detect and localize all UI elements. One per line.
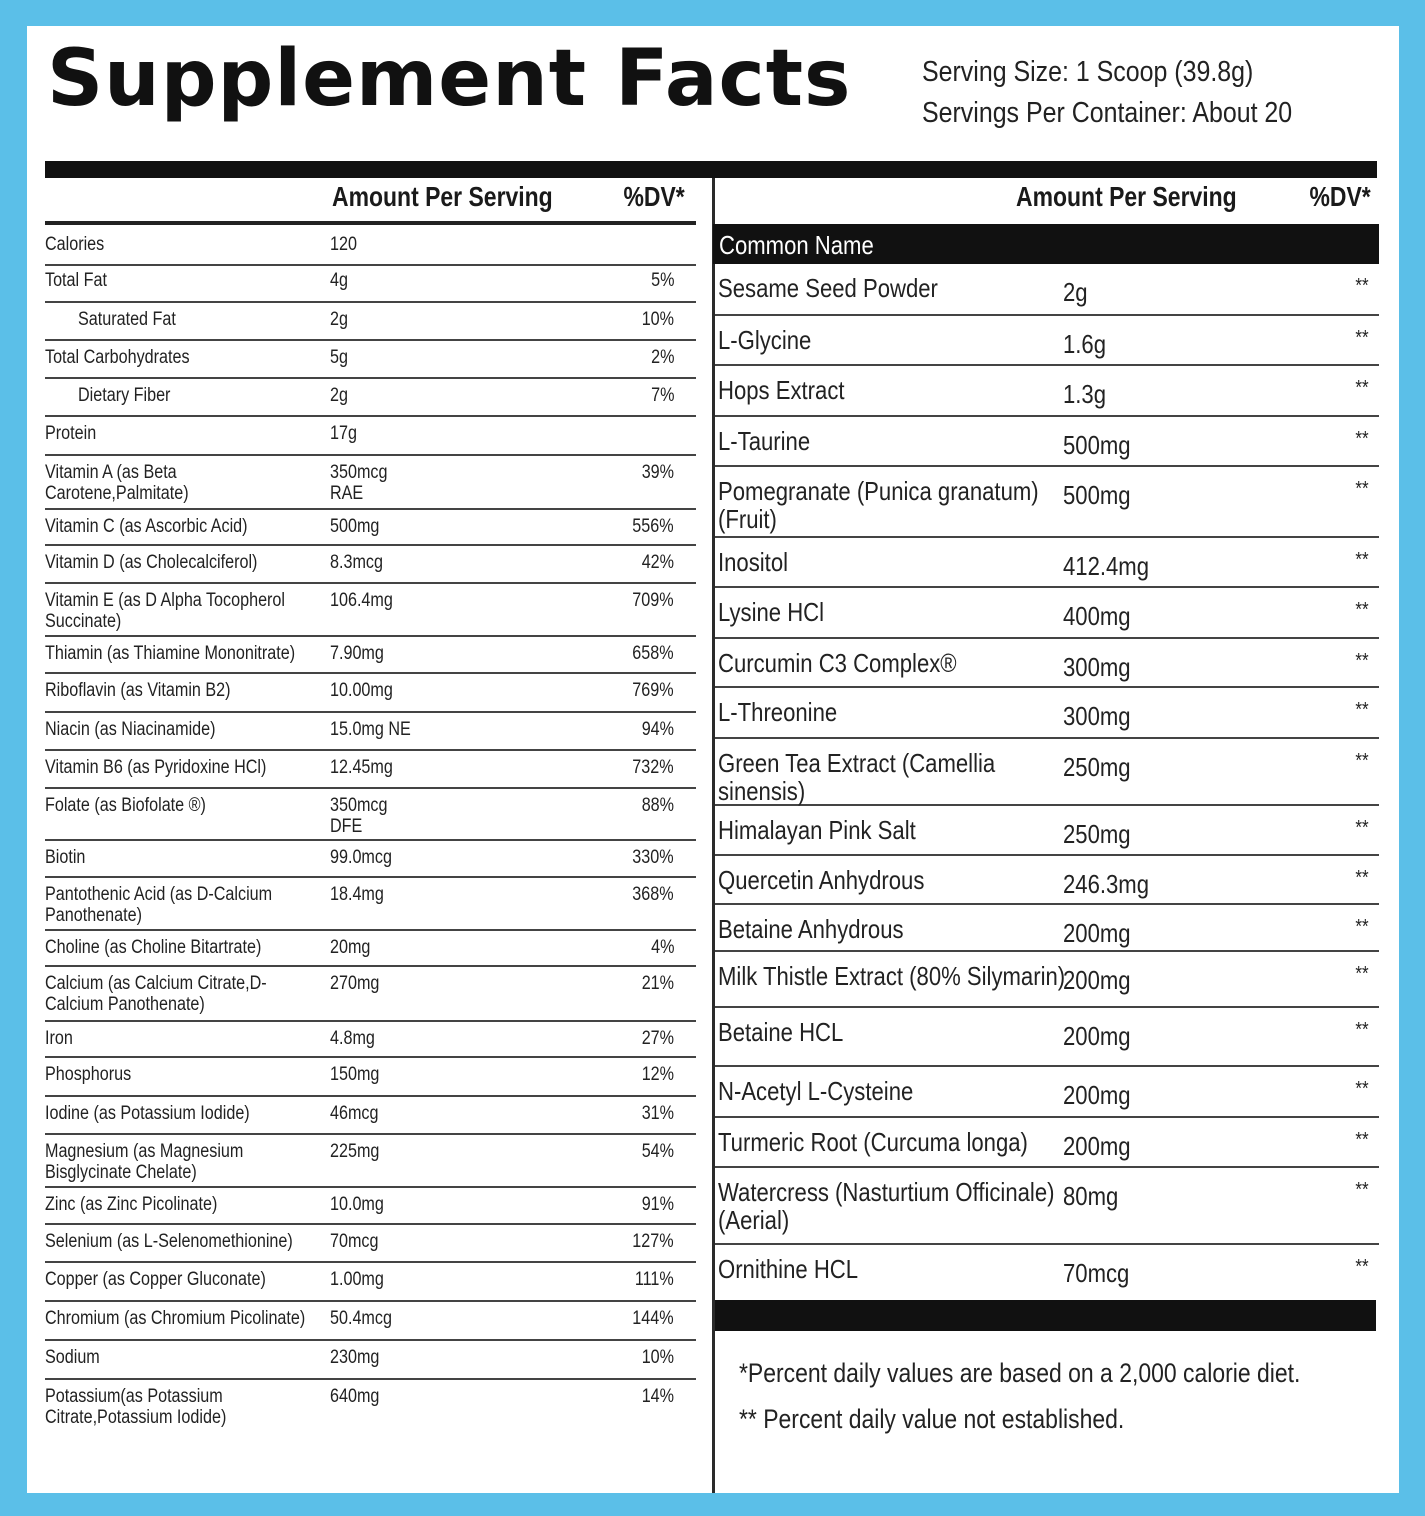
nutrient-name: Vitamin D (as Cholecalciferol)	[45, 552, 258, 573]
ingredient-amount: 200mg	[1063, 918, 1131, 948]
table-row	[45, 839, 696, 878]
nutrient-amount: 230mg	[330, 1347, 380, 1368]
common-name-label: Common Name	[719, 230, 874, 260]
nutrient-name: Calories	[45, 234, 105, 255]
nutrient-dv: 769%	[632, 680, 674, 701]
table-row	[45, 787, 696, 841]
nutrient-amount: 1.00mg	[330, 1269, 384, 1290]
table-row	[45, 635, 696, 674]
ingredient-dv: **	[1355, 599, 1369, 621]
table-row	[715, 856, 1379, 905]
ingredient-amount: 200mg	[1063, 1080, 1131, 1110]
nutrient-amount: 120	[330, 234, 357, 255]
nutrient-name: Total Fat	[45, 270, 107, 291]
table-row	[45, 415, 696, 456]
nutrient-dv: 127%	[632, 1231, 674, 1252]
nutrient-name: Folate (as Biofolate ®)	[45, 795, 206, 816]
table-row	[45, 1095, 696, 1135]
footnote-daily-values: *Percent daily values are based on a 2,000 calorie diet.	[739, 1358, 1301, 1388]
nutrient-dv: 556%	[632, 516, 674, 537]
ingredient-amount: 412.4mg	[1063, 551, 1150, 581]
table-row	[45, 711, 696, 751]
nutrient-amount: 350mcg DFE	[330, 795, 388, 837]
ingredient-name: N-Acetyl L-Cysteine	[718, 1076, 914, 1106]
servings-per-container: Servings Per Container: About 20	[922, 97, 1293, 129]
table-row	[45, 1186, 696, 1225]
table-row	[45, 1223, 696, 1263]
nutrient-amount: 106.4mg	[330, 590, 393, 611]
nutrient-amount: 350mcg RAE	[330, 462, 388, 504]
table-row	[715, 1118, 1379, 1168]
nutrient-amount: 7.90mg	[330, 643, 384, 664]
ingredient-amount: 1.6g	[1063, 329, 1107, 359]
table-row	[45, 544, 696, 584]
table-row	[45, 1339, 696, 1380]
table-row	[715, 905, 1379, 952]
nutrient-dv: 368%	[632, 884, 674, 905]
left-amount-header: Amount Per Serving	[332, 181, 553, 212]
ingredient-amount: 80mg	[1063, 1181, 1119, 1211]
nutrient-amount: 640mg	[330, 1386, 380, 1407]
nutrient-name: Selenium (as L-Selenomethionine)	[45, 1231, 293, 1252]
table-row	[45, 1133, 696, 1188]
nutrient-name: Vitamin B6 (as Pyridoxine HCl)	[45, 757, 267, 778]
table-row	[45, 965, 696, 1022]
nutrient-name: Choline (as Choline Bitartrate)	[45, 937, 262, 958]
ingredient-dv: **	[1355, 650, 1369, 672]
ingredient-name: Quercetin Anhydrous	[718, 865, 925, 895]
ingredient-dv: **	[1355, 1019, 1369, 1041]
ingredient-name: Hops Extract	[718, 375, 845, 405]
nutrient-name: Sodium	[45, 1347, 100, 1368]
ingredient-dv: **	[1355, 1129, 1369, 1151]
table-row	[715, 1245, 1379, 1300]
ingredient-amount: 500mg	[1063, 430, 1131, 460]
nutrient-dv: 10%	[641, 1347, 674, 1368]
ingredient-name: L-Taurine	[718, 426, 811, 456]
table-row	[715, 1008, 1379, 1067]
supplement-facts-panel	[27, 26, 1399, 1493]
ingredient-dv: **	[1355, 478, 1369, 500]
ingredient-dv: **	[1355, 275, 1369, 297]
ingredient-name: L-Glycine	[718, 325, 812, 355]
table-row	[45, 1056, 696, 1097]
nutrient-dv: 54%	[641, 1141, 674, 1162]
table-row	[45, 672, 696, 713]
nutrient-amount: 150mg	[330, 1064, 380, 1085]
ingredient-name: Himalayan Pink Salt	[718, 815, 916, 845]
nutrient-name: Iron	[45, 1028, 73, 1049]
table-row	[715, 588, 1379, 639]
nutrient-amount: 70mcg	[330, 1231, 379, 1252]
ingredient-name: Curcumin C3 Complex®	[718, 648, 957, 678]
common-name-header	[713, 224, 1379, 264]
nutrient-dv: 10%	[641, 309, 674, 330]
nutrient-dv: 88%	[641, 795, 674, 816]
left-dv-header: %DV*	[623, 181, 685, 212]
nutrient-name: Vitamin C (as Ascorbic Acid)	[45, 516, 248, 537]
ingredient-amount: 200mg	[1063, 1131, 1131, 1161]
nutrient-dv: 4%	[650, 937, 674, 958]
ingredient-dv: **	[1355, 1256, 1369, 1278]
nutrient-amount: 4g	[330, 270, 348, 291]
right-amount-header: Amount Per Serving	[1016, 181, 1237, 212]
nutrient-amount: 500mg	[330, 516, 380, 537]
ingredient-dv: **	[1355, 867, 1369, 889]
nutrient-dv: 2%	[650, 347, 674, 368]
table-row	[715, 952, 1379, 1008]
ingredient-name: Green Tea Extract (Camellia sinensis)	[718, 748, 996, 806]
table-row	[715, 639, 1379, 688]
ingredient-amount: 300mg	[1063, 701, 1131, 731]
table-row	[715, 417, 1379, 467]
table-row	[715, 467, 1379, 538]
nutrient-name: Pantothenic Acid (as D-Calcium Panothenate)	[45, 884, 273, 926]
ingredient-dv: **	[1355, 916, 1369, 938]
nutrient-name: Thiamin (as Thiamine Mononitrate)	[45, 643, 296, 664]
ingredient-amount: 2g	[1063, 277, 1088, 307]
nutrient-dv: 27%	[641, 1028, 674, 1049]
serving-info	[922, 52, 1292, 134]
table-row	[45, 1261, 696, 1302]
nutrient-amount: 225mg	[330, 1141, 380, 1162]
ingredient-name: Milk Thistle Extract (80% Silymarin)	[718, 961, 1066, 991]
nutrient-dv: 14%	[641, 1386, 674, 1407]
ingredient-name: Inositol	[718, 547, 789, 577]
ingredient-name: Betaine Anhydrous	[718, 914, 904, 944]
table-row	[45, 339, 696, 379]
nutrient-dv: 732%	[632, 757, 674, 778]
right-bottom-bar	[715, 1300, 1376, 1331]
nutrient-amount: 17g	[330, 423, 357, 444]
nutrient-dv: 94%	[641, 719, 674, 740]
table-row	[45, 1020, 696, 1058]
ingredient-amount: 250mg	[1063, 819, 1131, 849]
ingredient-amount: 400mg	[1063, 601, 1131, 631]
ingredient-dv: **	[1355, 817, 1369, 839]
ingredient-amount: 200mg	[1063, 965, 1131, 995]
table-row	[715, 688, 1379, 739]
table-row	[715, 1067, 1379, 1118]
ingredient-dv: **	[1355, 327, 1369, 349]
nutrient-amount: 10.00mg	[330, 680, 393, 701]
ingredient-amount: 246.3mg	[1063, 869, 1150, 899]
table-row	[45, 377, 696, 417]
nutrient-amount: 2g	[330, 309, 348, 330]
ingredient-amount: 70mcg	[1063, 1258, 1130, 1288]
right-dv-header: %DV*	[1309, 181, 1371, 212]
ingredient-name: Betaine HCL	[718, 1017, 844, 1047]
nutrient-amount: 46mcg	[330, 1103, 379, 1124]
nutrient-amount: 4.8mg	[330, 1028, 375, 1049]
table-row	[45, 876, 696, 931]
nutrient-amount: 12.45mg	[330, 757, 393, 778]
nutrient-amount: 270mg	[330, 973, 380, 994]
ingredient-name: Turmeric Root (Curcuma longa)	[718, 1127, 1028, 1157]
footnote-not-established: ** Percent daily value not established.	[739, 1404, 1125, 1434]
table-row	[45, 508, 696, 546]
nutrient-name: Niacin (as Niacinamide)	[45, 719, 216, 740]
table-row	[45, 454, 696, 510]
nutrient-dv: 42%	[641, 552, 674, 573]
table-row	[45, 582, 696, 637]
nutrient-name: Iodine (as Potassium Iodide)	[45, 1103, 250, 1124]
table-row	[715, 538, 1379, 588]
nutrient-amount: 15.0mg NE	[330, 719, 411, 740]
nutrient-dv: 111%	[635, 1269, 674, 1290]
nutrient-amount: 10.0mg	[330, 1194, 384, 1215]
table-row	[715, 264, 1379, 316]
table-row	[45, 262, 696, 303]
nutrient-amount: 18.4mg	[330, 884, 384, 905]
table-row	[45, 301, 696, 341]
ingredient-name: Pomegranate (Punica granatum) (Fruit)	[718, 476, 1039, 534]
nutrient-name: Potassium(as Potassium Citrate,Potassium Iodide)	[45, 1386, 227, 1428]
nutrient-name: Copper (as Copper Gluconate)	[45, 1269, 266, 1290]
ingredient-dv: **	[1355, 963, 1369, 985]
nutrient-amount: 8.3mcg	[330, 552, 383, 573]
ingredient-dv: **	[1355, 750, 1369, 772]
nutrient-amount: 20mg	[330, 937, 371, 958]
nutrient-amount: 2g	[330, 385, 348, 406]
nutrient-dv: 31%	[641, 1103, 674, 1124]
ingredient-dv: **	[1355, 1179, 1369, 1201]
ingredient-name: Ornithine HCL	[718, 1254, 859, 1284]
ingredient-amount: 250mg	[1063, 752, 1131, 782]
nutrient-dv: 12%	[641, 1064, 674, 1085]
table-row	[45, 1378, 696, 1434]
nutrient-dv: 330%	[632, 847, 674, 868]
nutrient-name: Magnesium (as Magnesium Bisglycinate Chelate)	[45, 1141, 244, 1183]
nutrient-amount: 99.0mcg	[330, 847, 392, 868]
ingredient-name: Sesame Seed Powder	[718, 273, 938, 303]
ingredient-name: L-Threonine	[718, 697, 838, 727]
nutrient-name: Vitamin A (as Beta Carotene,Palmitate)	[45, 462, 189, 504]
table-row	[45, 1300, 696, 1341]
table-row	[715, 739, 1379, 806]
ingredient-dv: **	[1355, 377, 1369, 399]
serving-size: Serving Size: 1 Scoop (39.8g)	[922, 56, 1254, 88]
ingredient-amount: 1.3g	[1063, 379, 1107, 409]
nutrient-dv: 39%	[641, 462, 674, 483]
nutrient-name: Chromium (as Chromium Picolinate)	[45, 1308, 306, 1329]
nutrient-dv: 144%	[632, 1308, 674, 1329]
ingredient-dv: **	[1355, 428, 1369, 450]
nutrient-name: Dietary Fiber	[78, 385, 171, 406]
nutrient-amount: 50.4mcg	[330, 1308, 392, 1329]
nutrient-dv: 709%	[632, 590, 674, 611]
ingredient-dv: **	[1355, 699, 1369, 721]
table-row	[715, 806, 1379, 856]
table-row	[715, 1168, 1379, 1245]
ingredient-dv: **	[1355, 549, 1369, 571]
table-row	[45, 226, 696, 266]
table-row	[715, 366, 1379, 417]
top-divider-bar	[45, 161, 1377, 178]
nutrient-name: Saturated Fat	[78, 309, 176, 330]
nutrient-name: Riboflavin (as Vitamin B2)	[45, 680, 231, 701]
nutrient-name: Biotin	[45, 847, 86, 868]
nutrient-dv: 21%	[641, 973, 674, 994]
page-title: Supplement Facts	[47, 34, 852, 124]
nutrient-name: Vitamin E (as D Alpha Tocopherol Succinate)	[45, 590, 286, 632]
left-header-rule	[45, 221, 696, 225]
nutrient-name: Total Carbohydrates	[45, 347, 190, 368]
nutrient-name: Calcium (as Calcium Citrate,D- Calcium Panothenate)	[45, 973, 267, 1015]
table-row	[45, 929, 696, 967]
nutrient-dv: 7%	[650, 385, 674, 406]
nutrient-amount: 5g	[330, 347, 348, 368]
table-row	[45, 749, 696, 789]
table-row	[715, 316, 1379, 366]
nutrient-name: Phosphorus	[45, 1064, 132, 1085]
nutrient-name: Zinc (as Zinc Picolinate)	[45, 1194, 218, 1215]
ingredient-amount: 200mg	[1063, 1021, 1131, 1051]
nutrient-name: Protein	[45, 423, 97, 444]
nutrient-dv: 5%	[650, 270, 674, 291]
ingredient-amount: 500mg	[1063, 480, 1131, 510]
nutrient-dv: 658%	[632, 643, 674, 664]
ingredient-dv: **	[1355, 1078, 1369, 1100]
nutrient-dv: 91%	[641, 1194, 674, 1215]
ingredient-name: Lysine HCl	[718, 597, 825, 627]
ingredient-amount: 300mg	[1063, 652, 1131, 682]
ingredient-name: Watercress (Nasturtium Officinale) (Aerial)	[718, 1177, 1055, 1235]
